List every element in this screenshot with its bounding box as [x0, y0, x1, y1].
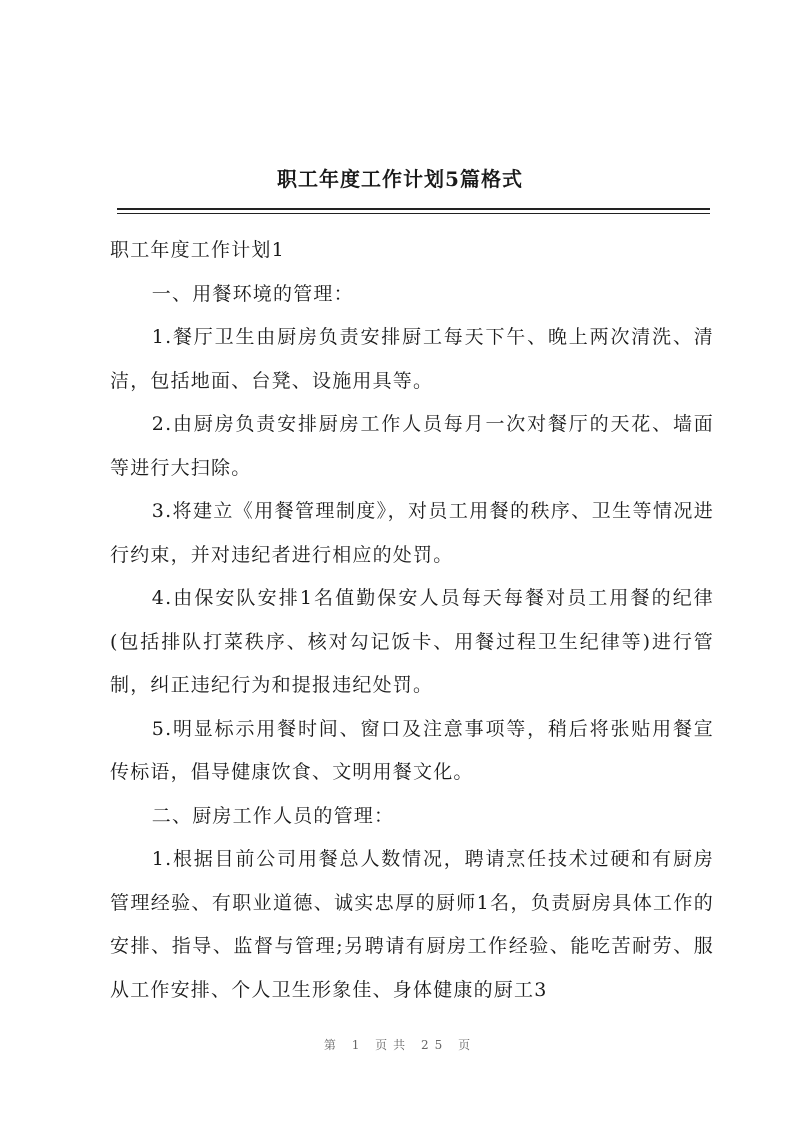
paragraph: 1.餐厅卫生由厨房负责安排厨工每天下午、晚上两次清洗、清洁，包括地面、台凳、设施用具等。 — [110, 326, 714, 392]
subsection-heading: 二、厨房工作人员的管理： — [151, 804, 395, 827]
page-footer: 第 1 页共 25 页 — [323, 1038, 477, 1052]
paragraph: 4.由保安队安排1名值勤保安人员每天每餐对员工用餐的纪律(包括排队打菜秩序、核对勾记饭卡、用餐过程卫生纪律等)进行管制，纠正违纪行为和提报违纪处罚。 — [110, 587, 714, 696]
paragraph: 3.将建立《用餐管理制度》，对员工用餐的秩序、卫生等情况进行约束，并对违纪者进行相应的处罚。 — [110, 500, 714, 566]
subsection-heading: 一、用餐环境的管理： — [151, 282, 354, 305]
paragraph: 1.根据目前公司用餐总人数情况，聘请烹任技术过硬和有厨房管理经验、有职业道德、诚实忠厚的厨师1名，负责厨房具体工作的安排、指导、监督与管理;另聘请有厨房工作经验、能吃苦耐劳、服从工作安排、个人卫生形象佳、身体健康的厨工3 — [110, 848, 714, 1001]
title-divider-thin — [117, 213, 710, 214]
page-title: 职工年度工作计划5篇格式 — [277, 167, 523, 191]
paragraph: 5.明显标示用餐时间、窗口及注意事项等，稍后将张贴用餐宣传标语，倡导健康饮食、文明用餐文化。 — [110, 717, 714, 783]
document-body — [110, 229, 714, 1012]
section-heading: 职工年度工作计划1 — [110, 239, 285, 261]
paragraph: 2.由厨房负责安排厨房工作人员每月一次对餐厅的天花、墙面等进行大扫除。 — [110, 413, 714, 479]
title-divider — [117, 208, 710, 210]
